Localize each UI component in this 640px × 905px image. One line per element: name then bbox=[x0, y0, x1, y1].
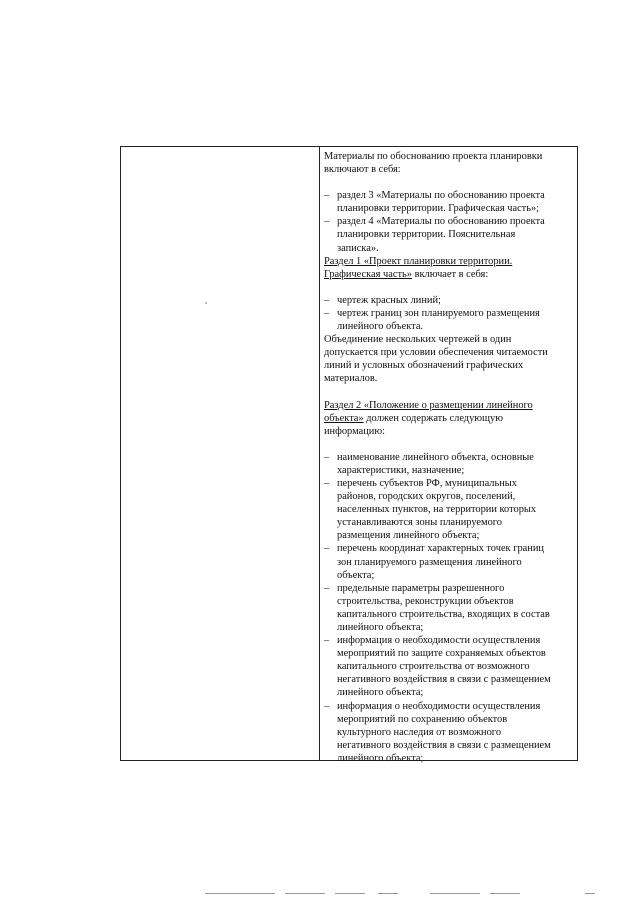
scan-artifact bbox=[490, 893, 520, 894]
intro-line-2: включают в себя: bbox=[324, 164, 401, 176]
content-table bbox=[120, 146, 578, 764]
section1-title-cont: Графическая часть» включает в себя: bbox=[324, 268, 489, 280]
list-item: – информация о необходимости осуществления мероприятий по сохранению объектов культурного наследия от возможного негативного воздействия в связи с размещением линейного объекта; bbox=[324, 700, 551, 764]
list-item: – перечень субъектов РФ, муниципальных районов, городских округов, поселений, населенных пунктов, на территории которых устанавливаются зоны планируемого размещения линейного объекта; bbox=[324, 477, 537, 542]
list-item: – раздел 3 «Материалы по обоснованию проекта планировки территории. Графическая часть»; bbox=[324, 190, 545, 215]
list-item: – предельные параметры разрешенного строительства, реконструкции объектов капитального строительства, входящих в состав линейного объекта; bbox=[324, 582, 550, 633]
section2-title-cont: объекта» должен содержать следующую bbox=[324, 412, 504, 424]
scan-artifact bbox=[205, 893, 275, 894]
list-item: – чертеж красных линий; bbox=[324, 294, 441, 306]
list-item: – наименование линейного объекта, основные характеристики, назначение; bbox=[324, 451, 534, 476]
column-divider bbox=[319, 147, 320, 760]
section1-note: Объединение нескольких чертежей в один bbox=[324, 334, 512, 346]
scan-artifact bbox=[585, 893, 595, 894]
list-item: – чертеж границ зон планируемого размещения линейного объекта. bbox=[324, 307, 540, 333]
section1-title: Раздел 1 «Проект планировки территории. bbox=[324, 255, 513, 267]
scan-artifact bbox=[335, 893, 365, 894]
list-item: – перечень координат характерных точек границ зон планируемого размещения линейного объекта; bbox=[324, 543, 544, 581]
list-item: – раздел 4 «Материалы по обоснованию проекта планировки территории. Пояснительная записка». bbox=[324, 216, 545, 254]
right-column: Материалы по обоснованию проекта планировки включают в себя: – раздел 3 «Материалы по обоснованию проекта планировки территории. Графическая часть»; – раздел 4 «Материалы по обоснованию проекта планировки территории. Пояснительная записка». Раздел 1 «Проект планировки территории. Графическая часть» включает в себя: – чертеж красных линий; – чертеж границ зон планируемого размещения линейного объекта. Объединение нескольких чертежей в один допускается при условии обеспечения читаемости линий и условных обозначений графических материалов. Раздел 2 «Положение о размещении линейного объекта» должен содержать следующую информацию: – наименование линейного объекта, основные характеристики, назначение; – перечень субъектов РФ, муниципальных районов, городских округов, поселений, населенных пунктов, на территории которых устанавливаются зоны планируемого размещения линейного объекта; – перечень координат характерных точек границ зон планируемого размещения линейного объекта; – предельные параметры разрешенного строительства, реконструкции объектов капитального строительства, входящих в состав линейного объекта; – информация о необходимости осуществления мероприятий по защите сохраняемых объектов капитального строительства от возможного негативного воздействия в связи с размещением линейного объекта; – информация о необходимости осуществления мероприятий по сохранению объектов культурного наследия от возможного негативного воздействия в связи с размещением линейного объекта; bbox=[324, 150, 576, 765]
scan-artifact bbox=[285, 893, 325, 894]
intro-line-1: Материалы по обоснованию проекта планировки bbox=[324, 151, 543, 162]
scan-artifact bbox=[430, 893, 480, 894]
scan-speck bbox=[205, 302, 207, 304]
scan-artifact bbox=[378, 893, 398, 894]
list-item: – информация о необходимости осуществления мероприятий по защите сохраняемых объектов капитального строительства от возможного негативного воздействия в связи с размещением линейного объекта; bbox=[324, 635, 551, 699]
section2-title: Раздел 2 «Положение о размещении линейного bbox=[324, 399, 533, 411]
